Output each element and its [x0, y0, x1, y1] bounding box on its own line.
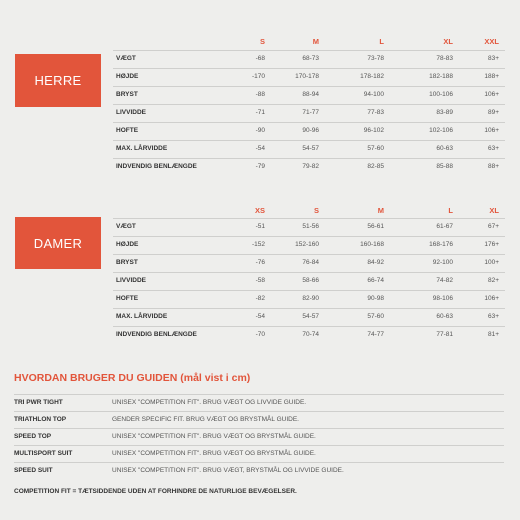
size-value-cell: 106+	[484, 295, 499, 302]
size-value-cell: 79-82	[302, 163, 319, 170]
damer-size-header: XS	[254, 206, 265, 215]
herre-size-header: S	[259, 37, 265, 46]
product-name: MULTISPORT SUIT	[14, 450, 73, 457]
size-value-cell: 102-106	[429, 127, 453, 134]
damer-table-row	[113, 272, 505, 291]
measure-label: VÆGT	[116, 223, 136, 230]
product-name: TRI PWR TIGHT	[14, 399, 63, 406]
measure-label: INDVENDIG BENLÆNGDE	[116, 331, 197, 338]
measure-label: VÆGT	[116, 55, 136, 62]
size-value-cell: 170-178	[295, 73, 319, 80]
size-value-cell: 94-100	[363, 91, 384, 98]
size-value-cell: 160-168	[360, 241, 384, 248]
size-value-cell: 188+	[484, 73, 499, 80]
size-value-cell: 67+	[487, 223, 499, 230]
damer-table-row	[113, 290, 505, 309]
herre-table-row	[113, 50, 505, 69]
measure-label: HOFTE	[116, 295, 139, 302]
product-name: TRIATHLON TOP	[14, 416, 67, 423]
fit-instruction: UNISEX "COMPETITION FIT". BRUG VÆGT, BRYSTMÅL OG LIVVIDE GUIDE.	[112, 467, 344, 474]
herre-table-row	[113, 68, 505, 87]
size-value-cell: -51	[255, 223, 265, 230]
product-name: SPEED SUIT	[14, 467, 53, 474]
size-value-cell: -76	[255, 259, 265, 266]
herre-size-header: XXL	[484, 37, 499, 46]
size-value-cell: -54	[255, 313, 265, 320]
herre-table-row	[113, 140, 505, 159]
product-name: SPEED TOP	[14, 433, 52, 440]
size-value-cell: 88+	[487, 163, 499, 170]
size-value-cell: -170	[251, 73, 265, 80]
size-value-cell: 178-182	[360, 73, 384, 80]
fit-instruction: GENDER SPECIFIC FIT. BRUG VÆGT OG BRYSTMÅL GUIDE.	[112, 416, 299, 423]
damer-size-header: L	[448, 206, 453, 215]
size-value-cell: -71	[255, 109, 265, 116]
competition-fit-footnote: COMPETITION FIT = TÆTSIDDENDE UDEN AT FORHINDRE DE NATURLIGE BEVÆGELSER.	[14, 488, 297, 495]
size-value-cell: 54-57	[302, 145, 319, 152]
size-value-cell: -90	[255, 127, 265, 134]
size-value-cell: -70	[255, 331, 265, 338]
size-value-cell: -152	[251, 241, 265, 248]
herre-table-row	[113, 122, 505, 141]
damer-table-row	[113, 218, 505, 237]
herre-table-row	[113, 104, 505, 123]
size-value-cell: 84-92	[367, 259, 384, 266]
size-value-cell: 77-81	[436, 331, 453, 338]
size-value-cell: 82-85	[367, 163, 384, 170]
size-value-cell: 60-63	[436, 145, 453, 152]
herre-badge-label: HERRE	[34, 73, 82, 88]
measure-label: MAX. LÅRVIDDE	[116, 313, 168, 320]
size-value-cell: -68	[255, 55, 265, 62]
damer-size-header: M	[377, 206, 384, 215]
size-value-cell: 57-60	[367, 313, 384, 320]
size-value-cell: 182-188	[429, 73, 453, 80]
measure-label: INDVENDIG BENLÆNGDE	[116, 163, 197, 170]
size-value-cell: 83+	[487, 55, 499, 62]
size-value-cell: 176+	[484, 241, 499, 248]
guide-row	[14, 411, 504, 429]
fit-instruction: UNISEX "COMPETITION FIT". BRUG VÆGT OG BRYSTMÅL GUIDE.	[112, 433, 316, 440]
size-value-cell: -79	[255, 163, 265, 170]
measure-label: BRYST	[116, 259, 138, 266]
guide-row	[14, 428, 504, 446]
size-value-cell: 90-98	[367, 295, 384, 302]
size-value-cell: 51-56	[302, 223, 319, 230]
size-value-cell: 56-61	[367, 223, 384, 230]
guide-title: HVORDAN BRUGER DU GUIDEN (mål vist i cm)	[14, 372, 251, 384]
size-value-cell: 73-78	[367, 55, 384, 62]
size-value-cell: 89+	[487, 109, 499, 116]
herre-size-header: XL	[443, 37, 453, 46]
herre-badge	[15, 54, 101, 107]
size-value-cell: 100+	[484, 259, 499, 266]
size-value-cell: 81+	[487, 331, 499, 338]
damer-badge	[15, 217, 101, 269]
size-value-cell: 88-94	[302, 91, 319, 98]
damer-badge-label: DAMER	[33, 235, 83, 251]
size-value-cell: 78-83	[436, 55, 453, 62]
size-value-cell: 54-57	[302, 313, 319, 320]
damer-size-header: S	[313, 206, 319, 215]
guide-row	[14, 394, 504, 412]
guide-row	[14, 462, 504, 480]
size-value-cell: -54	[255, 145, 265, 152]
size-value-cell: 66-74	[367, 277, 384, 284]
fit-instruction: UNISEX "COMPETITION FIT". BRUG VÆGT OG LIVVIDE GUIDE.	[112, 399, 307, 406]
measure-label: BRYST	[116, 91, 138, 98]
size-value-cell: 152-160	[295, 241, 319, 248]
measure-label: HØJDE	[116, 73, 139, 80]
size-value-cell: -58	[255, 277, 265, 284]
size-value-cell: 96-102	[363, 127, 384, 134]
size-value-cell: 98-106	[432, 295, 453, 302]
size-value-cell: 83-89	[436, 109, 453, 116]
damer-table-row	[113, 254, 505, 273]
size-value-cell: 82-90	[302, 295, 319, 302]
size-value-cell: 82+	[487, 277, 499, 284]
fit-instruction: UNISEX "COMPETITION FIT". BRUG VÆGT OG BRYSTMÅL GUIDE.	[112, 450, 316, 457]
size-value-cell: 70-74	[302, 331, 319, 338]
size-value-cell: 60-63	[436, 313, 453, 320]
size-value-cell: 168-176	[429, 241, 453, 248]
measure-label: LIVVIDDE	[116, 109, 146, 116]
size-value-cell: 77-83	[367, 109, 384, 116]
measure-label: LIVVIDDE	[116, 277, 146, 284]
guide-row	[14, 445, 504, 463]
size-value-cell: 106+	[484, 127, 499, 134]
measure-label: MAX. LÅRVIDDE	[116, 145, 168, 152]
size-value-cell: 63+	[487, 313, 499, 320]
size-value-cell: 92-100	[432, 259, 453, 266]
size-value-cell: 106+	[484, 91, 499, 98]
size-value-cell: 74-82	[436, 277, 453, 284]
herre-table-row	[113, 158, 505, 177]
size-value-cell: 74-77	[367, 331, 384, 338]
damer-table-row	[113, 308, 505, 327]
measure-label: HØJDE	[116, 241, 139, 248]
size-value-cell: 71-77	[302, 109, 319, 116]
herre-size-header: M	[312, 37, 319, 46]
herre-table-row	[113, 86, 505, 105]
size-value-cell: -82	[255, 295, 265, 302]
size-value-cell: 63+	[487, 145, 499, 152]
size-value-cell: 90-96	[302, 127, 319, 134]
damer-table-row	[113, 236, 505, 255]
herre-size-header: L	[379, 37, 384, 46]
measure-label: HOFTE	[116, 127, 139, 134]
size-value-cell: 68-73	[302, 55, 319, 62]
size-value-cell: 76-84	[302, 259, 319, 266]
size-value-cell: 85-88	[436, 163, 453, 170]
size-value-cell: 58-66	[302, 277, 319, 284]
damer-size-header: XL	[489, 206, 499, 215]
size-value-cell: 57-60	[367, 145, 384, 152]
size-value-cell: 100-106	[429, 91, 453, 98]
size-value-cell: -88	[255, 91, 265, 98]
damer-table-row	[113, 326, 505, 345]
size-value-cell: 61-67	[436, 223, 453, 230]
